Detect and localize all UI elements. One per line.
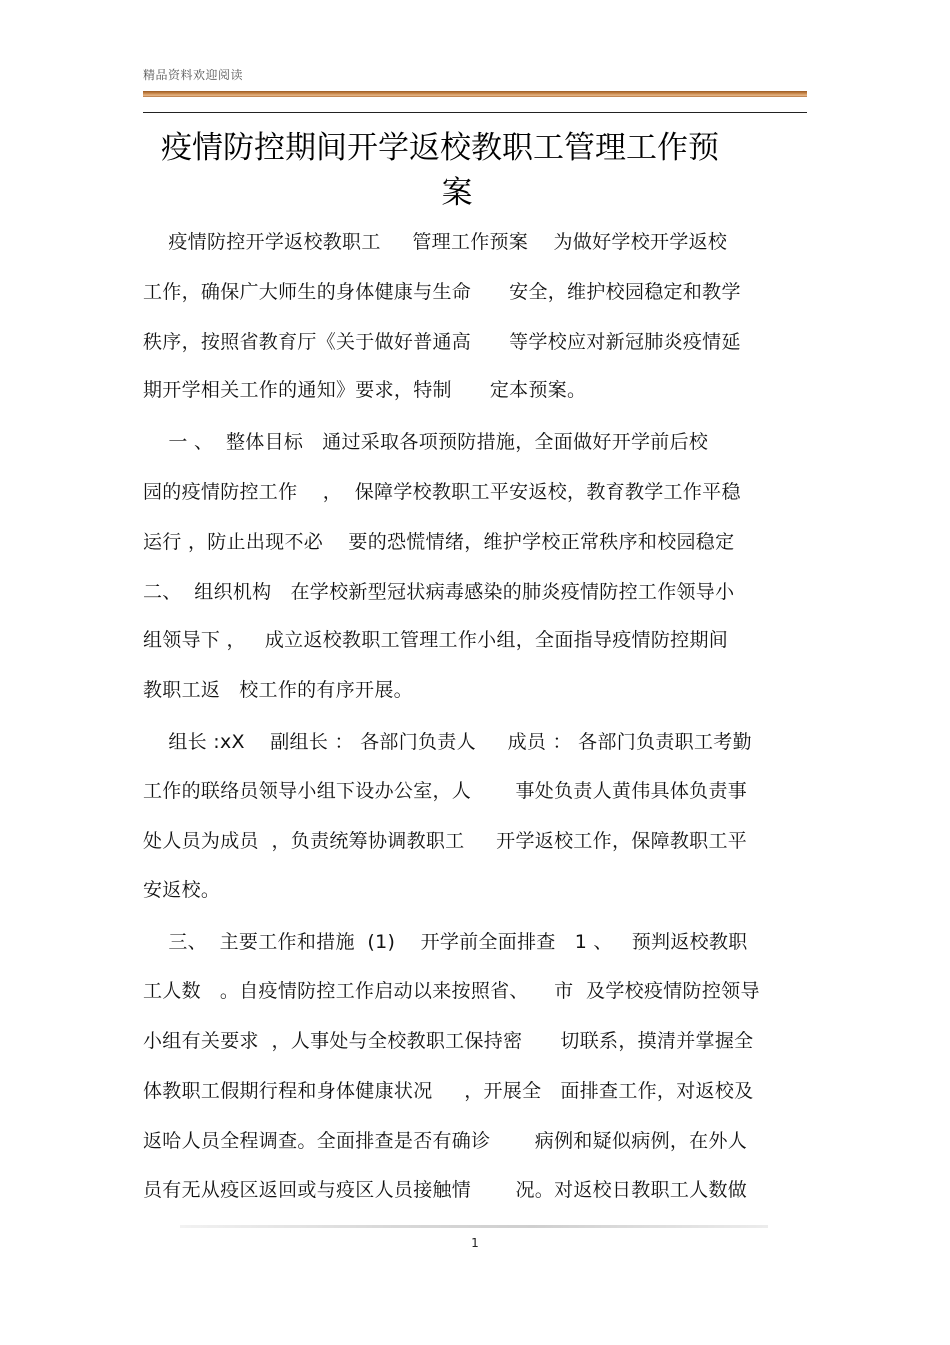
body-line: 教职工返 校工作的有序开展。 (143, 679, 413, 701)
body-line: 二、 组织机构 在学校新型冠状病毒感染的肺炎疫情防控工作领导小 (143, 581, 735, 603)
body-line: 员有无从疫区返回或与疫区人员接触情 况。对返校日教职工人数做 (143, 1179, 748, 1201)
body-line: 工人数 。自疫情防控工作启动以来按照省、 市 及学校疫情防控领导 (143, 980, 760, 1002)
body-line: 组领导下 ， 成立返校教职工管理工作小组，全面指导疫情防控期间 (143, 629, 729, 651)
footer-rule (180, 1225, 768, 1228)
document-title (143, 126, 807, 216)
body-line: 工作，确保广大师生的身体健康与生命 安全，维护校园稳定和教学 (143, 281, 741, 303)
body-line: 三、 主要工作和措施 (1) 开学前全面排查 1 、 预判返校教职 (143, 931, 748, 953)
body-line: 工作的联络员领导小组下设办公室，人 事处负责人黄伟具体负责事 (143, 780, 748, 802)
page-number: 1 (471, 1236, 479, 1250)
body-line: 疫情防控开学返校教职工 管理工作预案 为做好学校开学返校 (143, 231, 728, 253)
body-line: 一 、 整体目标 通过采取各项预防措施，全面做好开学前后校 (143, 431, 709, 453)
body-line: 期开学相关工作的通知》要求，特制 定本预案。 (143, 379, 587, 401)
title-line-2: 案 (441, 175, 473, 211)
header-rule (143, 112, 807, 113)
body-line: 体教职工假期行程和身体健康状况 ，开展全 面排查工作，对返校及 (143, 1080, 754, 1102)
body-line: 秩序，按照省教育厅《关于做好普通高 等学校应对新冠肺炎疫情延 (143, 331, 741, 353)
body-line: 安返校。 (143, 879, 221, 901)
body-line: 小组有关要求 ，人事处与全校教职工保持密 切联系，摸清并掌握全 (143, 1030, 754, 1052)
header-text: 精品资料欢迎阅读 (143, 68, 244, 82)
title-line-1: 疫情防控期间开学返校教职工管理工作预 (161, 130, 719, 166)
body-line: 返哈人员全程调查。全面排查是否有确诊 病例和疑似病例，在外人 (143, 1130, 748, 1152)
body-line: 园的疫情防控工作 ， 保障学校教职工平安返校，教育教学工作平稳 (143, 481, 741, 503)
header-decorative-bar (143, 91, 807, 97)
body-line: 组长 :xX 副组长 ： 各部门负责人 成员 ： 各部门负责职工考勤 (143, 731, 752, 753)
body-line: 运行 ，防止出现不必 要的恐慌情绪，维护学校正常秩序和校园稳定 (143, 531, 735, 553)
body-line: 处人员为成员 ，负责统筹协调教职工 开学返校工作，保障教职工平 (143, 830, 748, 852)
